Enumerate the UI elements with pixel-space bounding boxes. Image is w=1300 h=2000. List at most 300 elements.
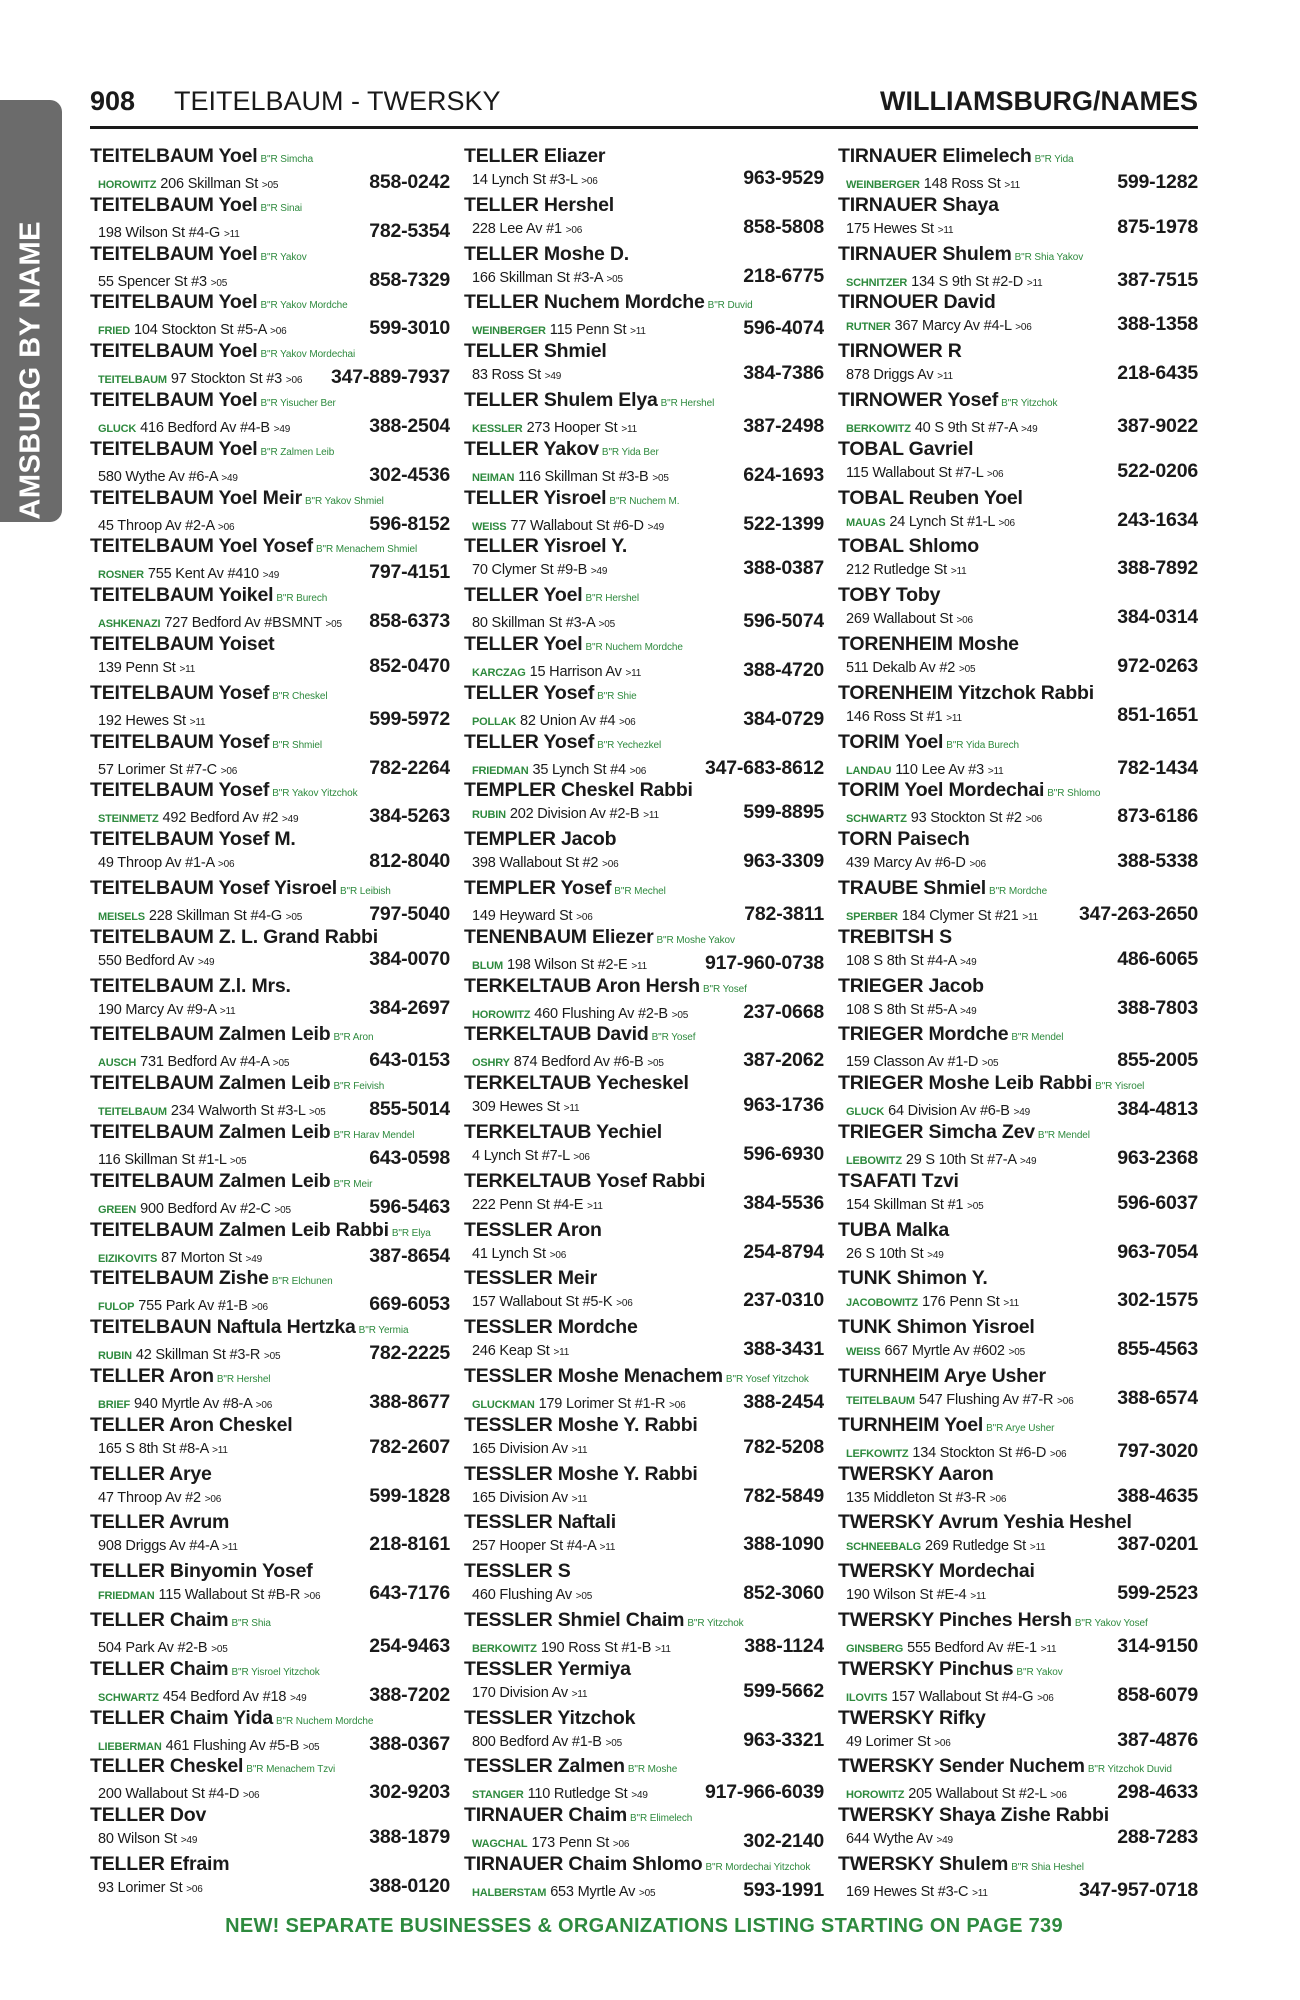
listing-name: TELLER Chaim Yida xyxy=(90,1706,273,1729)
listing-zip-code: >11 xyxy=(1026,277,1043,289)
listing-zip-code: >06 xyxy=(989,1493,1007,1505)
listing-name: TEITELBAUM Yosef M. xyxy=(90,828,296,851)
listing-zip-code: >05 xyxy=(309,1107,326,1119)
listing-street-address: 42 Skillman St #3-R xyxy=(135,1347,261,1364)
listing-address-line xyxy=(98,420,290,436)
page-header xyxy=(90,82,1198,129)
listing-name: TIRNAUER Shaya xyxy=(838,193,999,216)
listing-address-line xyxy=(98,1880,203,1896)
listing-maiden-name: BLUM xyxy=(472,959,503,972)
listing-phone: 388-7202 xyxy=(369,1683,450,1706)
listing-zip-code: >49 xyxy=(262,570,280,582)
listing-street-address: 35 Lynch St #4 xyxy=(532,761,626,778)
listing-street-address: 416 Bedford Av #4-B xyxy=(140,419,270,436)
listing-entry xyxy=(838,145,1198,194)
listing-phone: 388-2454 xyxy=(743,1390,824,1413)
listing-entry xyxy=(90,291,450,340)
listing-zip-code: >06 xyxy=(612,1839,630,1851)
listing-name: TESSLER Yermiya xyxy=(464,1657,631,1680)
listing-entry xyxy=(464,145,824,194)
listing-address-line xyxy=(98,1441,228,1457)
listing-zip-code: >06 xyxy=(218,859,235,871)
listing-phone: 388-0387 xyxy=(743,557,824,580)
listing-street-address: 580 Wythe Av #6-A xyxy=(98,468,218,485)
listing-phone: 384-2697 xyxy=(369,996,450,1019)
listing-name: TELLER Cheskel xyxy=(90,1755,244,1778)
listing-zip-code: >05 xyxy=(264,1351,281,1363)
listing-address-line xyxy=(846,855,986,871)
listing-entry xyxy=(464,1755,824,1804)
listing-father-ref: B"R Shlomo xyxy=(1047,788,1101,800)
listing-address-line xyxy=(846,367,953,383)
listing-zip-code: >06 xyxy=(1050,1448,1067,1460)
listing-maiden-name: HOROWITZ xyxy=(472,1008,531,1021)
listing-phone: 388-2504 xyxy=(369,414,450,437)
listing-name: TORIM Yoel Mordechai xyxy=(838,779,1045,802)
listing-street-address: 115 Wallabout St #7-L xyxy=(846,464,984,481)
listing-address-line xyxy=(846,908,1038,924)
listing-address-line xyxy=(98,322,286,338)
listing-zip-code: >05 xyxy=(671,1009,689,1021)
listing-street-address: 110 Rutledge St xyxy=(527,1786,628,1803)
listing-entry xyxy=(90,1560,450,1609)
listing-name: TESSLER Meir xyxy=(464,1267,598,1290)
listing-phone: 599-8895 xyxy=(743,801,824,824)
listing-father-ref: B"R Yisroel xyxy=(1095,1081,1145,1093)
listing-father-ref: B"R Meir xyxy=(333,1178,373,1190)
listing-zip-code: >11 xyxy=(631,960,647,972)
listing-street-address: 26 S 10th St xyxy=(846,1245,924,1262)
listing-address-line xyxy=(846,562,966,578)
listing-address-line xyxy=(472,762,646,778)
listing-phone: 384-5263 xyxy=(369,805,450,828)
listing-phone: 243-1634 xyxy=(1117,508,1198,531)
listing-maiden-name: STEINMETZ xyxy=(98,813,159,826)
listing-name: TERKELTAUB Yecheskel xyxy=(464,1072,689,1095)
listing-phone: 387-7515 xyxy=(1117,268,1198,291)
listing-address-line xyxy=(846,1734,951,1750)
listing-maiden-name: KARCZAG xyxy=(472,666,526,679)
listing-phone: 522-0206 xyxy=(1117,459,1198,482)
listing-address-line xyxy=(98,1587,320,1603)
listing-address-line xyxy=(846,1786,1067,1802)
listing-zip-code: >06 xyxy=(204,1493,222,1505)
listing-zip-code: >06 xyxy=(629,765,647,777)
listing-entry xyxy=(838,975,1198,1024)
listing-maiden-name: TEITELBAUM xyxy=(846,1394,915,1407)
listing-street-address: 110 Lee Av #3 xyxy=(895,761,985,778)
listing-phone: 963-1736 xyxy=(743,1094,824,1117)
listing-phone: 596-6037 xyxy=(1117,1191,1198,1214)
listing-address-line xyxy=(472,1246,566,1262)
listing-zip-code: >06 xyxy=(576,911,593,923)
listing-father-ref: B"R Nuchem Mordche xyxy=(585,641,683,653)
listing-zip-code: >05 xyxy=(210,277,228,289)
listing-zip-code: >06 xyxy=(220,765,238,777)
listing-father-ref: B"R Feivish xyxy=(333,1081,385,1093)
listing-name: TELLER Shulem Elya xyxy=(464,388,658,411)
listing-street-address: 200 Wallabout St #4-D xyxy=(98,1786,240,1803)
listing-phone: 522-1399 xyxy=(743,512,824,535)
listing-zip-code: >05 xyxy=(211,1643,228,1655)
listing-phone: 347-889-7937 xyxy=(330,366,450,389)
listing-entry xyxy=(90,1609,450,1658)
listing-name: TIRNOUER David xyxy=(838,291,996,314)
listing-street-address: 547 Flushing Av #7-R xyxy=(918,1391,1054,1408)
listing-name: TELLER Hershel xyxy=(464,193,614,216)
listing-name: TEITELBAUM Yosef xyxy=(90,681,270,704)
listing-phone: 288-7283 xyxy=(1117,1826,1198,1849)
listing-street-address: 179 Lorimer St #1-R xyxy=(538,1395,666,1412)
listing-name: TESSLER Mordche xyxy=(464,1316,638,1339)
listing-zip-code: >49 xyxy=(960,956,977,968)
listing-entry xyxy=(464,975,824,1024)
listing-zip-code: >11 xyxy=(972,1887,988,1899)
listing-maiden-name: HOROWITZ xyxy=(846,1789,905,1802)
listing-entry xyxy=(838,1853,1198,1902)
listing-address-line xyxy=(98,1103,325,1119)
listing-phone: 347-263-2650 xyxy=(1078,902,1198,925)
listing-name: TIRNAUER Chaim Shlomo xyxy=(464,1852,703,1875)
listing-street-address: 55 Spencer St #3 xyxy=(98,273,207,290)
listing-zip-code: >49 xyxy=(647,521,664,533)
listing-phone: 384-7386 xyxy=(743,362,824,385)
listing-zip-code: >11 xyxy=(599,1542,616,1554)
listing-name: TELLER Nuchem Mordche xyxy=(464,291,705,314)
listing-entry xyxy=(838,1121,1198,1170)
listing-phone: 388-1358 xyxy=(1117,313,1198,336)
listing-phone: 963-3309 xyxy=(743,850,824,873)
listing-phone: 388-1879 xyxy=(369,1826,450,1849)
listing-maiden-name: RUTNER xyxy=(846,321,891,334)
listing-father-ref: B"R Shia xyxy=(231,1617,271,1629)
listing-phone: 384-4813 xyxy=(1117,1098,1198,1121)
listing-address-line xyxy=(472,1054,664,1070)
listing-name: TRIEGER Simcha Zev xyxy=(838,1120,1035,1143)
listing-father-ref: B"R Mordechai Yitzchok xyxy=(705,1861,811,1873)
listing-zip-code: >49 xyxy=(927,1249,944,1261)
listing-phone: 384-0314 xyxy=(1117,606,1198,629)
listing-street-address: 460 Flushing Av #2-B xyxy=(534,1005,668,1022)
listing-entry xyxy=(90,1267,450,1316)
listing-entry xyxy=(838,535,1198,584)
listing-phone: 858-5808 xyxy=(743,215,824,238)
listing-phone: 254-9463 xyxy=(369,1634,450,1657)
listing-maiden-name: MAUAS xyxy=(846,516,886,529)
listing-phone: 855-2005 xyxy=(1117,1049,1198,1072)
listing-entry xyxy=(90,1121,450,1170)
listing-entry xyxy=(464,1267,824,1316)
listing-phone: 388-8677 xyxy=(369,1390,450,1413)
listing-street-address: 108 S 8th St #4-A xyxy=(846,952,957,969)
listing-entry xyxy=(838,1658,1198,1707)
listing-entry xyxy=(464,1560,824,1609)
listing-street-address: 205 Wallabout St #2-L xyxy=(908,1786,1047,1803)
listing-street-address: 165 Division Av xyxy=(472,1440,568,1457)
listing-phone: 596-6930 xyxy=(743,1142,824,1165)
listing-street-address: 727 Bedford Av #BSMNT xyxy=(164,615,322,632)
listing-phone: 624-1693 xyxy=(743,463,824,486)
listing-address-line xyxy=(98,469,238,485)
listing-phone: 599-2523 xyxy=(1117,1582,1198,1605)
listing-father-ref: B"R Yitzchok xyxy=(687,1617,744,1629)
listing-entry xyxy=(464,194,824,243)
listing-address-line xyxy=(472,1640,671,1656)
listing-phone: 797-5040 xyxy=(369,902,450,925)
listing-entry xyxy=(90,926,450,975)
listing-address-line xyxy=(98,762,237,778)
listing-name: TELLER Yosef xyxy=(464,730,595,753)
listing-name: TWERSKY Shaya Zishe Rabbi xyxy=(838,1804,1109,1827)
listing-maiden-name: SCHNEEBALG xyxy=(846,1541,922,1554)
listing-father-ref: B"R Yermia xyxy=(358,1325,409,1337)
listing-name: TOBY Toby xyxy=(838,584,941,607)
listing-name: TELLER Arye xyxy=(90,1462,212,1485)
listing-phone: 384-0729 xyxy=(743,707,824,730)
listing-phone: 387-4876 xyxy=(1117,1728,1198,1751)
listing-entry xyxy=(838,1463,1198,1512)
listing-zip-code: >11 xyxy=(987,765,1004,777)
listing-name: TEITELBAUM Yoel xyxy=(90,242,258,265)
listing-street-address: 115 Penn St xyxy=(549,322,627,339)
listing-zip-code: >49 xyxy=(1019,1155,1037,1167)
listing-street-address: 134 Stockton St #6-D xyxy=(912,1444,1047,1461)
listing-zip-code: >06 xyxy=(669,1399,686,1411)
listing-phone: 218-6435 xyxy=(1117,362,1198,385)
listing-phone: 599-1828 xyxy=(369,1484,450,1507)
listing-zip-code: >11 xyxy=(937,224,954,236)
listing-name: TUBA Malka xyxy=(838,1218,950,1241)
listing-entry xyxy=(464,1658,824,1707)
listing-entry xyxy=(90,1755,450,1804)
listing-maiden-name: SPERBER xyxy=(846,910,898,923)
listing-phone: 797-4151 xyxy=(369,561,450,584)
listing-street-address: 755 Kent Av #410 xyxy=(147,566,259,583)
listing-entry xyxy=(464,828,824,877)
listing-zip-code: >06 xyxy=(255,1399,273,1411)
listing-entry xyxy=(90,1414,450,1463)
listing-phone: 782-5354 xyxy=(369,219,450,242)
listing-address-line xyxy=(846,1445,1066,1461)
listing-address-line xyxy=(472,615,615,631)
listing-address-line xyxy=(472,1343,569,1359)
listing-street-address: 228 Skillman St #4-G xyxy=(148,907,282,924)
listing-zip-code: >11 xyxy=(950,566,967,578)
listing-father-ref: B"R Aron xyxy=(333,1032,374,1044)
listing-name: TERKELTAUB Aron Hersh xyxy=(464,974,700,997)
listing-street-address: 176 Penn St xyxy=(921,1294,1000,1311)
listing-entry xyxy=(464,1023,824,1072)
listing-entry xyxy=(838,1072,1198,1121)
listing-entry xyxy=(464,487,824,536)
listing-phone: 237-0668 xyxy=(743,1000,824,1023)
listing-column-1 xyxy=(90,145,450,1902)
listing-street-address: 40 S 9th St #7-A xyxy=(914,419,1018,436)
listing-street-address: 165 S 8th St #8-A xyxy=(98,1440,209,1457)
listing-father-ref: B"R Yosef Yitzchok xyxy=(725,1373,809,1385)
listing-address-line xyxy=(472,221,582,237)
listing-street-address: 222 Penn St #4-E xyxy=(472,1196,584,1213)
listing-address-line xyxy=(472,855,618,871)
listing-entry xyxy=(838,779,1198,828)
listing-entry xyxy=(464,731,824,780)
listing-maiden-name: WEISS xyxy=(472,520,507,533)
listing-maiden-name: GINSBERG xyxy=(846,1642,904,1655)
listing-entry xyxy=(90,877,450,926)
listing-name: TELLER Yoel xyxy=(464,632,583,655)
listing-address-line xyxy=(472,713,636,729)
listing-entry xyxy=(464,1463,824,1512)
listing-street-address: 64 Division Av #6-B xyxy=(888,1103,1010,1120)
listing-entry xyxy=(838,1804,1198,1853)
listing-entry xyxy=(838,194,1198,243)
listing-name: TEITELBAUM Zalmen Leib xyxy=(90,1023,331,1046)
listing-address-line xyxy=(472,1148,590,1164)
listing-entry xyxy=(90,243,450,292)
listing-entry xyxy=(838,1219,1198,1268)
listing-entry xyxy=(838,682,1198,731)
listing-zip-code: >05 xyxy=(639,1887,656,1899)
listing-father-ref: B"R Leibish xyxy=(339,885,391,897)
listing-address-line xyxy=(846,1103,1030,1119)
listing-street-address: 157 Wallabout St #4-G xyxy=(891,1688,1034,1705)
listing-address-line xyxy=(472,367,561,383)
listing-phone: 599-5662 xyxy=(743,1679,824,1702)
listing-father-ref: B"R Yida Burech xyxy=(946,739,1019,751)
listing-phone: 782-2264 xyxy=(369,756,450,779)
listing-phone: 302-9203 xyxy=(369,1781,450,1804)
listing-entry xyxy=(90,145,450,194)
listing-zip-code: >11 xyxy=(970,1591,986,1603)
listing-maiden-name: TEITELBAUM xyxy=(98,374,167,387)
listing-name: TSAFATI Tzvi xyxy=(838,1169,959,1192)
listing-street-address: 93 Lorimer St xyxy=(98,1879,183,1896)
listing-street-address: 80 Skillman St #3-A xyxy=(472,615,595,632)
listing-phone: 254-8794 xyxy=(743,1240,824,1263)
listing-phone: 855-4563 xyxy=(1117,1338,1198,1361)
listing-entry xyxy=(464,340,824,389)
listing-address-line xyxy=(98,1250,262,1266)
listing-name: TWERSKY Shulem xyxy=(838,1852,1009,1875)
listing-street-address: 550 Bedford Av xyxy=(98,952,195,969)
listing-maiden-name: RUBIN xyxy=(472,809,506,822)
listing-street-address: 148 Ross St xyxy=(923,176,1001,192)
listing-phone: 782-3811 xyxy=(744,902,824,925)
listing-name: TEITELBAUM Yosef xyxy=(90,730,270,753)
listing-zip-code: >06 xyxy=(251,1302,268,1314)
listing-street-address: 159 Classon Av #1-D xyxy=(846,1054,979,1071)
listing-entry xyxy=(838,1023,1198,1072)
listing-street-address: 198 Wilson St #2-E xyxy=(506,956,628,973)
listing-address-line xyxy=(472,270,623,286)
listing-street-address: 104 Stockton St #5-A xyxy=(134,322,267,339)
listing-street-address: 273 Hooper St xyxy=(526,419,618,436)
listing-maiden-name: WAGCHAL xyxy=(472,1838,528,1851)
listing-entry xyxy=(90,584,450,633)
listing-entry xyxy=(838,487,1198,536)
listing-entry xyxy=(90,1511,450,1560)
listing-zip-code: >11 xyxy=(643,810,659,822)
listing-street-address: 173 Penn St xyxy=(531,1835,610,1852)
listing-street-address: 157 Wallabout St #5-K xyxy=(472,1294,613,1311)
listing-street-address: 190 Ross St #1-B xyxy=(540,1639,652,1656)
listing-zip-code: >06 xyxy=(270,326,287,338)
listing-name: TWERSKY Pinchus xyxy=(838,1657,1014,1680)
listing-zip-code: >06 xyxy=(616,1298,633,1310)
listing-address-line xyxy=(846,1689,1054,1705)
footer-notice: NEW! SEPARATE BUSINESSES & ORGANIZATIONS LISTING STARTING ON PAGE 739 xyxy=(225,1915,1063,1937)
listing-zip-code: >49 xyxy=(1013,1107,1030,1119)
listing-father-ref: B"R Elya xyxy=(391,1227,431,1239)
listing-address-line xyxy=(472,322,646,338)
listing-phone: 643-0153 xyxy=(369,1049,450,1072)
listing-address-line xyxy=(98,810,298,826)
listing-name: TESSLER Naftali xyxy=(464,1511,616,1534)
listing-maiden-name: NEIMAN xyxy=(472,471,515,484)
listing-address-line xyxy=(98,1347,280,1363)
listing-zip-code: >49 xyxy=(960,1005,977,1017)
listing-name: TEMPLER Cheskel Rabbi xyxy=(464,779,693,802)
listing-address-line xyxy=(472,172,598,188)
listing-zip-code: >06 xyxy=(1057,1395,1074,1407)
listing-name: TURNHEIM Yoel xyxy=(838,1413,984,1436)
listing-street-address: 874 Bedford Av #6-B xyxy=(513,1054,644,1071)
listing-address-line xyxy=(98,1640,228,1656)
listing-father-ref: B"R Harav Mendel xyxy=(333,1129,415,1141)
listing-address-line xyxy=(472,518,664,534)
listing-zip-code: >11 xyxy=(571,1688,588,1700)
listing-name: TELLER Dov xyxy=(90,1804,207,1827)
listing-entry xyxy=(90,535,450,584)
listing-phone: 596-5463 xyxy=(369,1195,450,1218)
listing-address-line xyxy=(472,1734,622,1750)
listing-zip-code: >05 xyxy=(652,472,669,484)
listing-entry xyxy=(90,1804,450,1853)
listing-name: TEITELBAUM Yoel xyxy=(90,388,258,411)
listing-address-line xyxy=(98,225,240,241)
listing-zip-code: >11 xyxy=(1003,1298,1020,1310)
listing-name: TWERSKY Aaron xyxy=(838,1462,994,1485)
listing-address-line xyxy=(846,611,973,627)
listing-entry xyxy=(464,1414,824,1463)
listing-phone: 782-2225 xyxy=(369,1342,450,1365)
listing-maiden-name: TEITELBAUM xyxy=(98,1106,167,1119)
listing-father-ref: B"R Yakov Mordechai xyxy=(260,349,356,361)
listing-father-ref: B"R Yakov Yosef xyxy=(1074,1617,1148,1629)
listing-name: TEITELBAUM Yoel Yosef xyxy=(90,535,313,558)
listing-phone: 963-3321 xyxy=(743,1728,824,1751)
listing-street-address: 135 Middleton St #3-R xyxy=(846,1489,987,1506)
listing-maiden-name: WEINBERGER xyxy=(846,179,920,191)
listing-phone: 855-5014 xyxy=(369,1098,450,1121)
listing-maiden-name: LANDAU xyxy=(846,764,892,777)
listing-street-address: 398 Wallabout St #2 xyxy=(472,855,599,872)
listing-father-ref: B"R Yosef xyxy=(702,983,747,995)
listing-phone: 387-8654 xyxy=(369,1244,450,1267)
listing-maiden-name: WEISS xyxy=(846,1346,881,1359)
listing-phone: 782-5849 xyxy=(743,1484,824,1507)
listing-street-address: 269 Wallabout St xyxy=(846,611,953,628)
listing-maiden-name: GLUCK xyxy=(846,1106,885,1119)
listing-entry xyxy=(90,828,450,877)
listing-street-address: 731 Bedford Av #4-A xyxy=(140,1054,270,1071)
listing-zip-code: >11 xyxy=(219,1005,236,1017)
listing-entry xyxy=(838,243,1198,292)
listing-zip-code: >05 xyxy=(958,663,976,675)
listing-father-ref: B"R Burech xyxy=(276,593,328,605)
listing-name: TIRNOWER Yosef xyxy=(838,388,999,411)
listing-entry xyxy=(464,243,824,292)
